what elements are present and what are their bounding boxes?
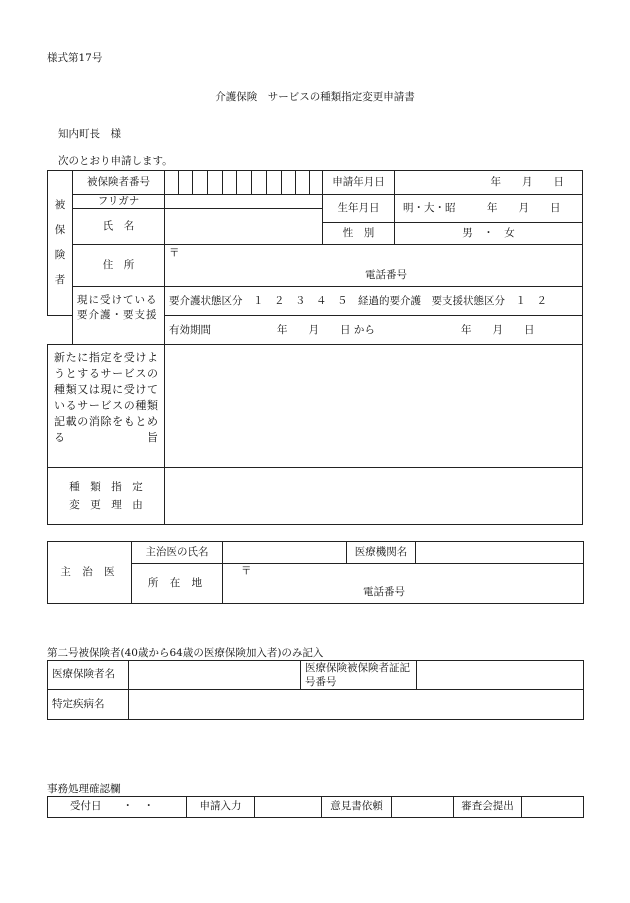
change-reason-label-line1: 種 類 指 定 (69, 481, 143, 494)
birthdate-field[interactable]: 明・大・昭 年 月 日 (395, 195, 583, 223)
side-char: 被 (54, 199, 66, 211)
validity-period-field[interactable] (165, 316, 583, 345)
change-reason-label (48, 468, 165, 525)
side-char: 険 (54, 249, 66, 261)
birthdate-label: 生年月日 (323, 195, 395, 223)
doctor-location-label: 所 在 地 (132, 564, 223, 604)
insured-side-label (48, 171, 73, 316)
address-label: 住 所 (73, 245, 165, 287)
review-submission-label: 審査会提出 (454, 797, 522, 818)
name-label: 氏 名 (73, 209, 165, 245)
insured-side-spacer (48, 316, 73, 345)
insured-number-digit-5[interactable] (223, 171, 237, 195)
insured-number-spacer (310, 171, 323, 195)
form-title: 介護保険 サービスの種類指定変更申請書 (215, 91, 415, 103)
side-char: 者 (54, 274, 66, 286)
office-heading: 事務処理確認欄 (47, 783, 121, 795)
change-reason-field[interactable] (165, 468, 583, 525)
application-input-label: 申請入力 (187, 797, 255, 818)
doctor-name-field[interactable] (223, 542, 347, 564)
opinion-request-field[interactable] (392, 797, 454, 818)
institution-label: 医療機関名 (347, 542, 416, 564)
insured-number-digit-1[interactable] (165, 171, 179, 195)
addressee: 知内町長 様 (58, 128, 121, 140)
insured-number-digit-7[interactable] (252, 171, 267, 195)
care-level-label: 現に受けている要介護・要支援 (73, 287, 165, 345)
side-char: 保 (54, 224, 66, 236)
furigana-label: フリガナ (73, 195, 165, 209)
application-date-label: 申請年月日 (323, 171, 395, 195)
opinion-request-label: 意見書依頼 (322, 797, 392, 818)
insurer-field[interactable] (129, 661, 301, 690)
disease-label: 特定疾病名 (48, 690, 129, 720)
doctor-name-label: 主治医の氏名 (132, 542, 223, 564)
office-table (47, 796, 584, 818)
insured-number-label: 被保険者番号 (73, 171, 165, 195)
intro-text: 次のとおり申請します。 (58, 155, 173, 167)
service-request-field[interactable] (165, 345, 583, 468)
review-submission-field[interactable] (522, 797, 584, 818)
name-field[interactable] (165, 209, 323, 245)
care-level-options[interactable]: 要介護状態区分 １ ２ ３ ４ ５ 経過的要介護 要支援状態区分 １ ２ (165, 287, 583, 316)
sex-label: 性 別 (323, 223, 395, 245)
doctor-location-field[interactable] (223, 564, 584, 604)
form-number: 様式第17号 (47, 52, 103, 64)
insured-number-digit-8[interactable] (267, 171, 282, 195)
received-date-label: 受付日 ・ ・ (48, 797, 187, 818)
institution-field[interactable] (416, 542, 584, 564)
second-insured-heading: 第二号被保険者(40歳から64歳の医療保険加入者)のみ記入 (47, 647, 324, 659)
insurer-label: 医療保険者名 (48, 661, 129, 690)
service-request-label: 新たに指定を受けようとするサービスの種類又は現に受けているサービスの種類記載の消除をもとめる旨 (48, 345, 165, 468)
disease-field[interactable] (129, 690, 584, 720)
doctor-postal-mark: 〒 (241, 565, 252, 577)
phone-label: 電話番号 (365, 269, 407, 282)
validity-from: 年 月 日 から (277, 323, 375, 336)
card-number-label: 医療保険被保険者証記号番号 (301, 661, 417, 690)
insured-table (47, 170, 583, 525)
insured-number-digit-4[interactable] (208, 171, 223, 195)
change-reason-label-line2: 変 更 理 由 (69, 499, 143, 512)
insured-number-digit-9[interactable] (282, 171, 296, 195)
insured-number-digit-10[interactable] (296, 171, 310, 195)
card-number-field[interactable] (417, 661, 584, 690)
insured-number-digit-2[interactable] (179, 171, 193, 195)
sex-field[interactable]: 男 ・ 女 (395, 223, 583, 245)
second-insured-table (47, 660, 584, 720)
postal-mark: 〒 (169, 247, 180, 260)
address-field[interactable] (165, 245, 583, 287)
application-date-field[interactable]: 年 月 日 (395, 171, 583, 195)
insured-number-digit-3[interactable] (193, 171, 208, 195)
furigana-field[interactable] (165, 195, 323, 209)
doctor-phone-label: 電話番号 (363, 586, 405, 598)
doctor-label: 主 治 医 (48, 542, 132, 604)
doctor-table (47, 541, 584, 604)
application-input-field[interactable] (255, 797, 322, 818)
insured-number-digit-6[interactable] (237, 171, 252, 195)
validity-label: 有効期間 (169, 323, 211, 336)
validity-to: 年 月 日 (461, 323, 535, 336)
